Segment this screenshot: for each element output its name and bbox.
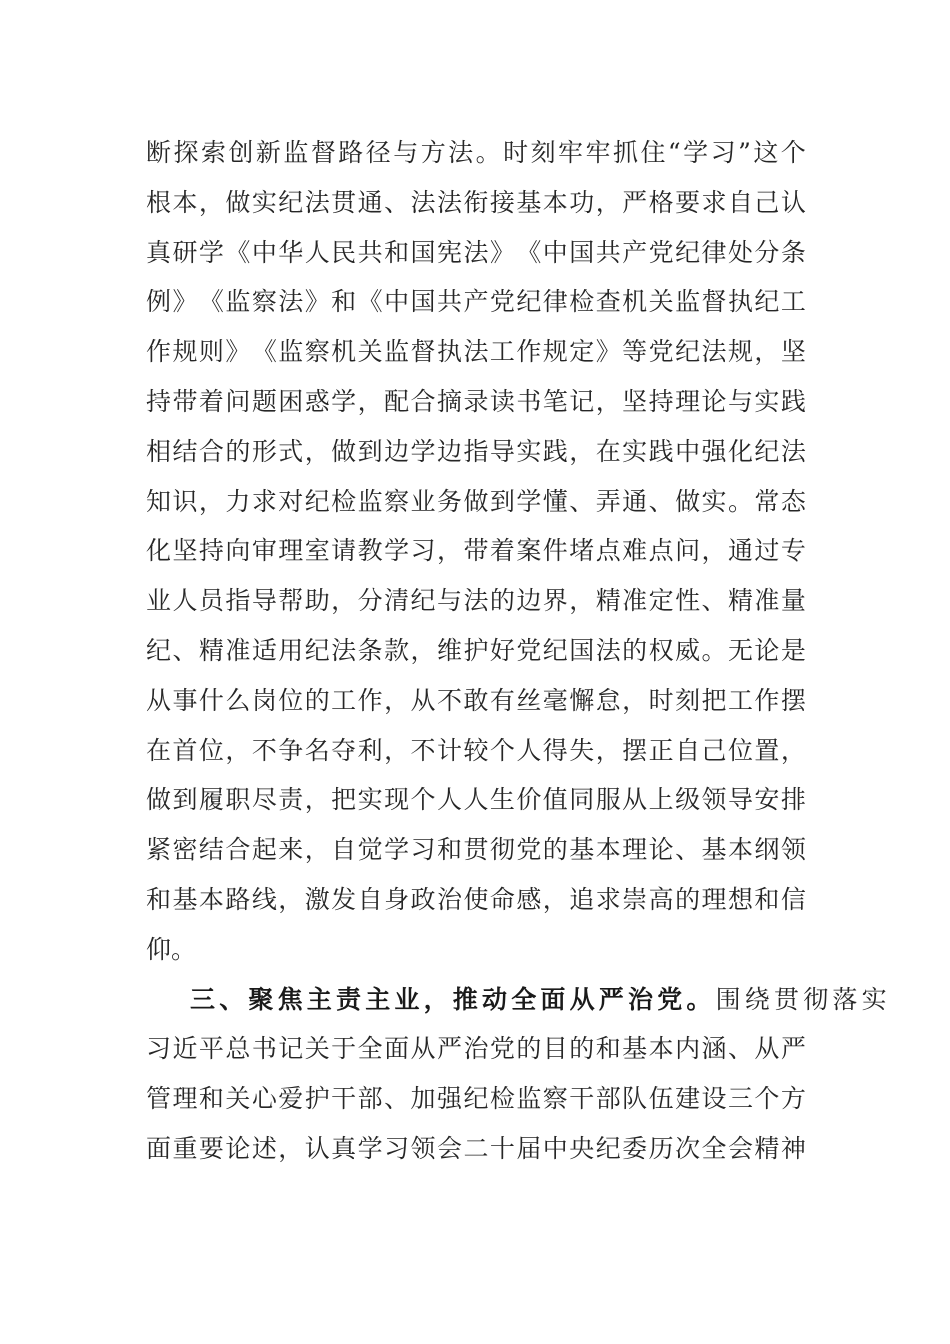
text-line: 紧 密 结 合 起 来 ， 自 觉 学 习 和 贯 彻 党 的 基 本 理 论 、 基 本 纲 领: [146, 835, 806, 865]
text-line: 习 近 平 总 书 记 关 于 全 面 从 严 治 党 的 目 的 和 基 本 内 涵 、 从 严: [146, 1034, 806, 1064]
text-line: 业 人 员 指 导 帮 助 ， 分 清 纪 与 法 的 边 界 ， 精 准 定 性 、 精 准 量: [146, 586, 806, 616]
text-line: 知 识 ， 力 求 对 纪 检 监 察 业 务 做 到 学 懂 、 弄 通 、 做 实 。 常 态: [146, 486, 806, 516]
text-line: 例 》 《 监 察 法 》 和 《 中 国 共 产 党 纪 律 检 查 机 关 监 督 执 纪 工: [146, 287, 806, 317]
text-line-last: 仰。: [146, 934, 197, 964]
section-heading-continuation: 围绕贯彻落实: [715, 984, 891, 1014]
text-line: 相 结 合 的 形 式 ， 做 到 边 学 边 指 导 实 践 ， 在 实 践 中 强 化 纪 法: [146, 436, 806, 466]
text-line: 根 本 ， 做 实 纪 法 贯 通 、 法 法 衔 接 基 本 功 ， 严 格 要 求 自 己 认: [146, 187, 806, 217]
text-line: 管 理 和 关 心 爱 护 干 部 、 加 强 纪 检 监 察 干 部 队 伍 建 设 三 个 方: [146, 1084, 806, 1114]
text-line: 作 规 则 》 《 监 察 机 关 监 督 执 法 工 作 规 定 》 等 党 纪 法 规 ， 坚: [146, 337, 806, 367]
text-line: 从 事 什 么 岗 位 的 工 作 ， 从 不 敢 有 丝 毫 懈 怠 ， 时 刻 把 工 作 摆: [146, 685, 806, 715]
text-line: 化 坚 持 向 审 理 室 请 教 学 习 ， 带 着 案 件 堵 点 难 点 问 ， 通 过 专: [146, 536, 806, 566]
text-line: 真 研 学 《 中 华 人 民 共 和 国 宪 法 》 《 中 国 共 产 党 纪 律 处 分 条: [146, 237, 806, 267]
section-heading: 三、聚焦主责主业，推动全面从严治党。: [190, 984, 716, 1014]
text-line: 在 首 位 ， 不 争 名 夺 利 ， 不 计 较 个 人 得 失 ， 摆 正 自 己 位 置 ，: [146, 735, 806, 765]
text-line: 持 带 着 问 题 困 惑 学 ， 配 合 摘 录 读 书 笔 记 ， 坚 持 理 论 与 实 践: [146, 386, 806, 416]
text-line: 纪 、 精 准 适 用 纪 法 条 款 ， 维 护 好 党 纪 国 法 的 权 威 。 无 论 是: [146, 635, 806, 665]
text-line: 做 到 履 职 尽 责 ， 把 实 现 个 人 人 生 价 值 同 服 从 上 级 领 导 安 排: [146, 785, 806, 815]
text-line: 和 基 本 路 线 ， 激 发 自 身 政 治 使 命 感 ， 追 求 崇 高 的 理 想 和 信: [146, 884, 806, 914]
body-text: [146, 128, 891, 1174]
text-line: 面 重 要 论 述 ， 认 真 学 习 领 会 二 十 届 中 央 纪 委 历 次 全 会 精 神: [146, 1133, 806, 1163]
text-line: 断 探 索 创 新 监 督 路 径 与 方 法 。 时 刻 牢 牢 抓 住 “ 学 习 ” 这 个: [146, 138, 806, 167]
section-heading-line: [146, 975, 891, 1025]
